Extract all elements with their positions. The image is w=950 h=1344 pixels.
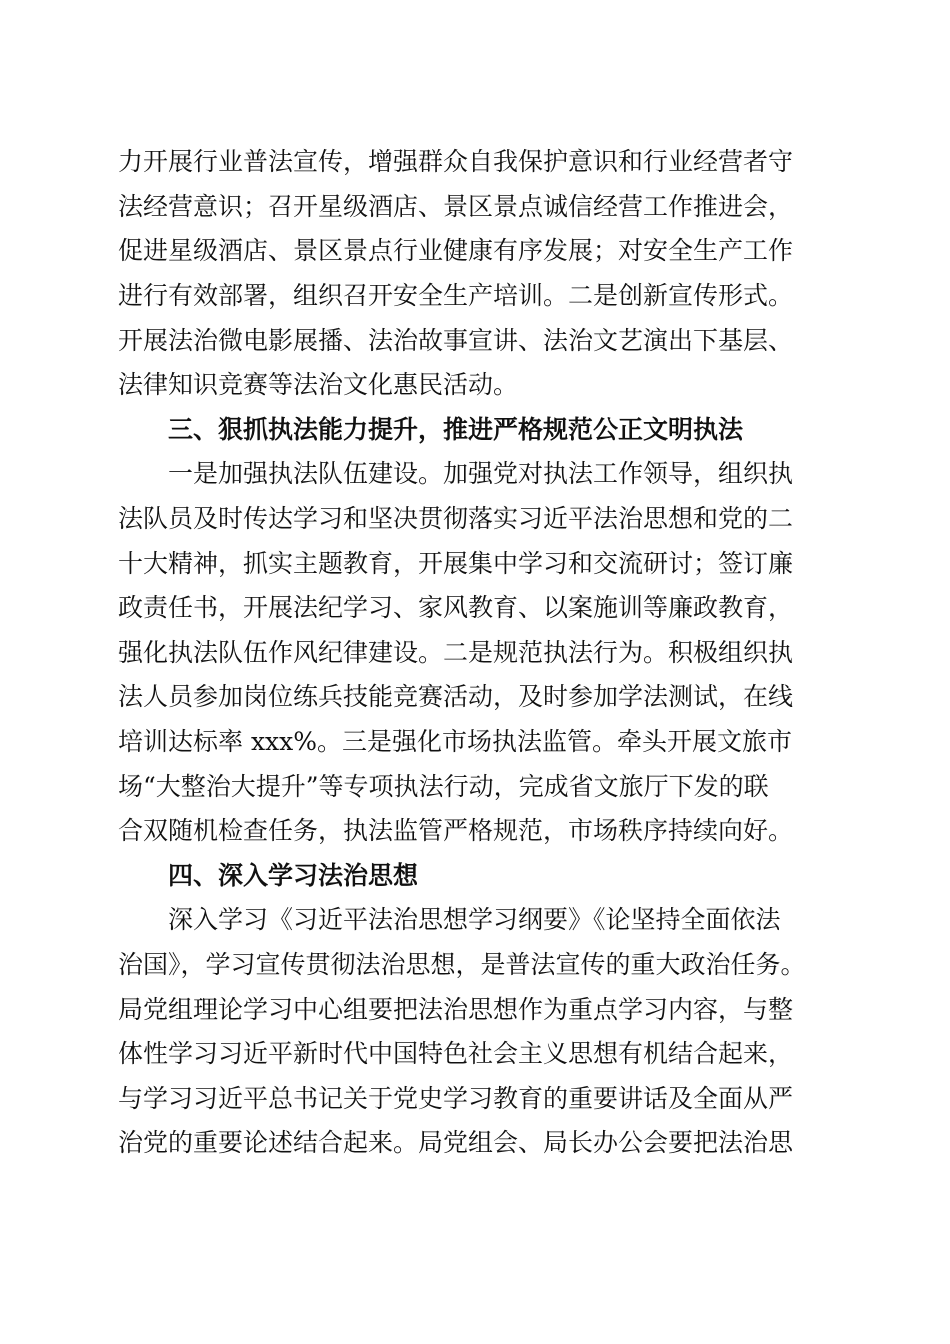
paragraph-line: 局党组理论学习中心组要把法治思想作为重点学习内容，与整	[118, 995, 794, 1024]
section-heading: 四、深入学习法治思想	[168, 861, 419, 890]
paragraph-line: 与学习习近平总书记关于党史学习教育的重要讲话及全面从严	[118, 1084, 794, 1113]
paragraph-line: 法经营意识；召开星级酒店、景区景点诚信经营工作推进会，	[118, 192, 794, 221]
paragraph-line: 政责任书，开展法纪学习、家风教育、以案施训等廉政教育，	[118, 593, 794, 622]
paragraph-line: 促进星级酒店、景区景点行业健康有序发展；对安全生产工作	[118, 236, 794, 265]
section-heading: 三、狠抓执法能力提升，推进严格规范公正文明执法	[168, 415, 744, 444]
paragraph-line: 治党的重要论述结合起来。局党组会、局长办公会要把法治思	[118, 1128, 794, 1157]
paragraph-line: 场“大整治大提升”等专项执法行动，完成省文旅厅下发的联	[118, 772, 769, 801]
paragraph-line: 治国》，学习宣传贯彻法治思想，是普法宣传的重大政治任务。	[118, 950, 806, 979]
paragraph-line: 法队员及时传达学习和坚决贯彻落实习近平法治思想和党的二	[118, 504, 794, 533]
paragraph-line: 十大精神，抓实主题教育，开展集中学习和交流研讨；签订廉	[118, 549, 794, 578]
paragraph-line: 深入学习《习近平法治思想学习纲要》《论坚持全面依法	[168, 905, 781, 934]
paragraph-line: 一是加强执法队伍建设。加强党对执法工作领导，组织执	[168, 459, 794, 488]
paragraph-line: 合双随机检查任务，执法监管严格规范，市场秩序持续向好。	[118, 816, 794, 845]
paragraph-line: 法人员参加岗位练兵技能竞赛活动，及时参加学法测试，在线	[118, 682, 794, 711]
paragraph-line: 开展法治微电影展播、法治故事宣讲、法治文艺演出下基层、	[118, 326, 794, 355]
paragraph-line: 强化执法队伍作风纪律建设。二是规范执法行为。积极组织执	[118, 638, 794, 667]
paragraph-line: 法律知识竞赛等法治文化惠民活动。	[118, 370, 519, 399]
paragraph-line: 进行有效部署，组织召开安全生产培训。二是创新宣传形式。	[118, 281, 794, 310]
paragraph-line: 体性学习习近平新时代中国特色社会主义思想有机结合起来，	[118, 1039, 794, 1068]
paragraph-line: 培训达标率 xxx%。三是强化市场执法监管。牵头开展文旅市	[118, 727, 793, 756]
paragraph-line: 力开展行业普法宣传，增强群众自我保护意识和行业经营者守	[118, 147, 794, 176]
